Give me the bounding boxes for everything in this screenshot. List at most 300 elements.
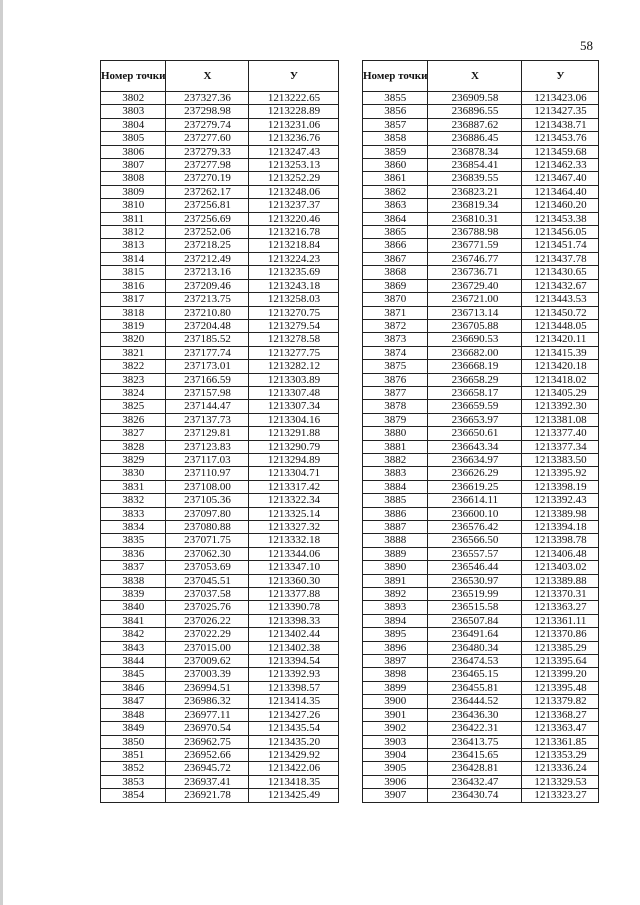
y-cell: 1213248.06 (249, 185, 339, 198)
scan-edge (0, 0, 3, 905)
table-row (101, 185, 339, 198)
point-number-cell: 3809 (101, 185, 166, 198)
x-cell: 236576.42 (428, 521, 522, 534)
y-cell: 1213435.20 (249, 735, 339, 748)
table-row (363, 319, 599, 332)
point-number-cell: 3853 (101, 775, 166, 788)
point-number-cell: 3902 (363, 722, 428, 735)
y-cell: 1213243.18 (249, 279, 339, 292)
point-number-cell: 3847 (101, 695, 166, 708)
y-cell: 1213216.78 (249, 226, 339, 239)
table-row (363, 279, 599, 292)
y-cell: 1213279.54 (249, 319, 339, 332)
point-number-cell: 3830 (101, 467, 166, 480)
table-row (101, 775, 339, 788)
y-cell: 1213392.43 (522, 494, 599, 507)
x-cell: 236658.29 (428, 373, 522, 386)
y-cell: 1213415.39 (522, 346, 599, 359)
point-number-cell: 3891 (363, 574, 428, 587)
y-cell: 1213329.53 (522, 775, 599, 788)
table-row (101, 252, 339, 265)
y-cell: 1213464.40 (522, 185, 599, 198)
y-cell: 1213418.35 (249, 775, 339, 788)
table-row (101, 641, 339, 654)
x-cell: 236566.50 (428, 534, 522, 547)
table-row (363, 386, 599, 399)
x-cell: 237105.36 (166, 494, 249, 507)
y-cell: 1213360.30 (249, 574, 339, 587)
y-cell: 1213353.29 (522, 748, 599, 761)
point-number-cell: 3889 (363, 547, 428, 560)
table-row (101, 480, 339, 493)
point-number-cell: 3887 (363, 521, 428, 534)
point-number-cell: 3881 (363, 440, 428, 453)
point-number-cell: 3873 (363, 333, 428, 346)
point-number-cell: 3876 (363, 373, 428, 386)
table-row (363, 453, 599, 466)
point-number-cell: 3822 (101, 360, 166, 373)
table-row (101, 92, 339, 105)
x-cell: 237218.25 (166, 239, 249, 252)
point-number-cell: 3833 (101, 507, 166, 520)
x-cell: 236653.97 (428, 413, 522, 426)
x-cell: 236600.10 (428, 507, 522, 520)
table-row (363, 239, 599, 252)
y-cell: 1213394.54 (249, 655, 339, 668)
y-cell: 1213237.37 (249, 199, 339, 212)
table-row (101, 762, 339, 775)
table-row (363, 775, 599, 788)
point-number-cell: 3885 (363, 494, 428, 507)
x-cell: 236626.29 (428, 467, 522, 480)
table-row (363, 480, 599, 493)
table-row (101, 547, 339, 560)
point-number-cell: 3820 (101, 333, 166, 346)
y-cell: 1213235.69 (249, 266, 339, 279)
y-cell: 1213459.68 (522, 145, 599, 158)
x-cell: 237009.62 (166, 655, 249, 668)
y-cell: 1213377.88 (249, 588, 339, 601)
y-cell: 1213218.84 (249, 239, 339, 252)
y-cell: 1213220.46 (249, 212, 339, 225)
y-cell: 1213307.34 (249, 400, 339, 413)
table-row (363, 185, 599, 198)
point-number-cell: 3874 (363, 346, 428, 359)
point-number-cell: 3810 (101, 199, 166, 212)
point-number-cell: 3865 (363, 226, 428, 239)
point-number-cell: 3860 (363, 159, 428, 172)
point-number-cell: 3802 (101, 92, 166, 105)
y-cell: 1213222.65 (249, 92, 339, 105)
x-cell: 237003.39 (166, 668, 249, 681)
y-cell: 1213423.06 (522, 92, 599, 105)
point-number-cell: 3892 (363, 588, 428, 601)
coordinates-table-left (100, 60, 339, 803)
x-cell: 236658.17 (428, 386, 522, 399)
point-number-cell: 3859 (363, 145, 428, 158)
table-row (363, 668, 599, 681)
y-cell: 1213392.30 (522, 400, 599, 413)
table-row (363, 306, 599, 319)
y-cell: 1213389.98 (522, 507, 599, 520)
point-number-cell: 3803 (101, 105, 166, 118)
table-row (101, 735, 339, 748)
x-cell: 236705.88 (428, 319, 522, 332)
x-cell: 237080.88 (166, 521, 249, 534)
point-number-cell: 3882 (363, 453, 428, 466)
y-cell: 1213456.05 (522, 226, 599, 239)
table-row (101, 373, 339, 386)
y-cell: 1213432.67 (522, 279, 599, 292)
y-cell: 1213377.34 (522, 440, 599, 453)
x-cell: 236643.34 (428, 440, 522, 453)
point-number-cell: 3845 (101, 668, 166, 681)
table-row (363, 641, 599, 654)
x-cell: 236415.65 (428, 748, 522, 761)
point-number-cell: 3840 (101, 601, 166, 614)
table-row (101, 494, 339, 507)
y-cell: 1213406.48 (522, 547, 599, 560)
table-row (363, 427, 599, 440)
table-row (363, 681, 599, 694)
y-cell: 1213420.11 (522, 333, 599, 346)
x-cell: 236413.75 (428, 735, 522, 748)
x-cell: 237177.74 (166, 346, 249, 359)
y-cell: 1213336.24 (522, 762, 599, 775)
x-cell: 237185.52 (166, 333, 249, 346)
y-cell: 1213347.10 (249, 561, 339, 574)
x-cell: 236729.40 (428, 279, 522, 292)
point-number-cell: 3817 (101, 293, 166, 306)
y-cell: 1213395.48 (522, 681, 599, 694)
table-row (101, 306, 339, 319)
table-row (101, 159, 339, 172)
point-number-cell: 3903 (363, 735, 428, 748)
x-cell: 237025.76 (166, 601, 249, 614)
x-cell: 236952.66 (166, 748, 249, 761)
table-row (363, 789, 599, 802)
y-cell: 1213398.19 (522, 480, 599, 493)
x-cell: 237037.58 (166, 588, 249, 601)
table-row (101, 172, 339, 185)
table-row (101, 132, 339, 145)
y-cell: 1213460.20 (522, 199, 599, 212)
x-cell: 236474.53 (428, 655, 522, 668)
point-number-cell: 3827 (101, 427, 166, 440)
y-cell: 1213368.27 (522, 708, 599, 721)
point-number-cell: 3831 (101, 480, 166, 493)
point-number-cell: 3888 (363, 534, 428, 547)
y-cell: 1213323.27 (522, 789, 599, 802)
y-cell: 1213317.42 (249, 480, 339, 493)
x-cell: 236507.84 (428, 614, 522, 627)
x-cell: 237212.49 (166, 252, 249, 265)
point-number-cell: 3883 (363, 467, 428, 480)
x-cell: 237252.06 (166, 226, 249, 239)
x-cell: 237129.81 (166, 427, 249, 440)
point-number-cell: 3872 (363, 319, 428, 332)
x-cell: 237210.80 (166, 306, 249, 319)
table-row (101, 467, 339, 480)
point-number-cell: 3844 (101, 655, 166, 668)
y-cell: 1213236.76 (249, 132, 339, 145)
table-row (363, 467, 599, 480)
header-point-number: Номер точки (101, 61, 166, 92)
table-row (363, 145, 599, 158)
x-cell: 237256.81 (166, 199, 249, 212)
table-row (101, 521, 339, 534)
point-number-cell: 3804 (101, 118, 166, 131)
point-number-cell: 3856 (363, 105, 428, 118)
y-cell: 1213231.06 (249, 118, 339, 131)
point-number-cell: 3839 (101, 588, 166, 601)
table-row (101, 279, 339, 292)
point-number-cell: 3815 (101, 266, 166, 279)
table-row (101, 561, 339, 574)
y-cell: 1213247.43 (249, 145, 339, 158)
point-number-cell: 3869 (363, 279, 428, 292)
table-row (101, 118, 339, 131)
x-cell: 237298.98 (166, 105, 249, 118)
x-cell: 237277.60 (166, 132, 249, 145)
y-cell: 1213405.29 (522, 386, 599, 399)
x-cell: 236668.19 (428, 360, 522, 373)
table-row (363, 547, 599, 560)
table-row (101, 601, 339, 614)
y-cell: 1213258.03 (249, 293, 339, 306)
table-row (363, 413, 599, 426)
y-cell: 1213290.79 (249, 440, 339, 453)
table-row (363, 735, 599, 748)
y-cell: 1213389.88 (522, 574, 599, 587)
point-number-cell: 3879 (363, 413, 428, 426)
table-row (363, 534, 599, 547)
x-cell: 236994.51 (166, 681, 249, 694)
y-cell: 1213443.53 (522, 293, 599, 306)
x-cell: 236455.81 (428, 681, 522, 694)
point-number-cell: 3898 (363, 668, 428, 681)
table-row (363, 762, 599, 775)
y-cell: 1213361.85 (522, 735, 599, 748)
table-row (363, 199, 599, 212)
y-cell: 1213224.23 (249, 252, 339, 265)
x-cell: 237137.73 (166, 413, 249, 426)
x-cell: 237062.30 (166, 547, 249, 560)
y-cell: 1213395.92 (522, 467, 599, 480)
x-cell: 236788.98 (428, 226, 522, 239)
point-number-cell: 3811 (101, 212, 166, 225)
x-cell: 236886.45 (428, 132, 522, 145)
point-number-cell: 3825 (101, 400, 166, 413)
point-number-cell: 3897 (363, 655, 428, 668)
point-number-cell: 3871 (363, 306, 428, 319)
table-row (101, 427, 339, 440)
x-cell: 236619.25 (428, 480, 522, 493)
y-cell: 1213394.18 (522, 521, 599, 534)
point-number-cell: 3826 (101, 413, 166, 426)
table-row (363, 118, 599, 131)
x-cell: 237213.75 (166, 293, 249, 306)
y-cell: 1213398.33 (249, 614, 339, 627)
table-row (101, 748, 339, 761)
point-number-cell: 3841 (101, 614, 166, 627)
point-number-cell: 3813 (101, 239, 166, 252)
y-cell: 1213398.78 (522, 534, 599, 547)
x-cell: 237327.36 (166, 92, 249, 105)
point-number-cell: 3880 (363, 427, 428, 440)
x-cell: 236771.59 (428, 239, 522, 252)
y-cell: 1213451.74 (522, 239, 599, 252)
x-cell: 237157.98 (166, 386, 249, 399)
x-cell: 236909.58 (428, 92, 522, 105)
y-cell: 1213377.40 (522, 427, 599, 440)
x-cell: 236819.34 (428, 199, 522, 212)
x-cell: 236430.74 (428, 789, 522, 802)
y-cell: 1213282.12 (249, 360, 339, 373)
table-row (101, 105, 339, 118)
x-cell: 236634.97 (428, 453, 522, 466)
table-row (101, 614, 339, 627)
point-number-cell: 3867 (363, 252, 428, 265)
table-row (101, 453, 339, 466)
point-number-cell: 3895 (363, 628, 428, 641)
point-number-cell: 3843 (101, 641, 166, 654)
x-cell: 236823.21 (428, 185, 522, 198)
x-cell: 237108.00 (166, 480, 249, 493)
x-cell: 236986.32 (166, 695, 249, 708)
point-number-cell: 3837 (101, 561, 166, 574)
table-row (363, 521, 599, 534)
coordinates-table-right (362, 60, 599, 803)
y-cell: 1213462.33 (522, 159, 599, 172)
point-number-cell: 3838 (101, 574, 166, 587)
x-cell: 236614.11 (428, 494, 522, 507)
y-cell: 1213252.29 (249, 172, 339, 185)
header-y: У (522, 61, 599, 92)
y-cell: 1213228.89 (249, 105, 339, 118)
y-cell: 1213427.35 (522, 105, 599, 118)
y-cell: 1213422.06 (249, 762, 339, 775)
point-number-cell: 3890 (363, 561, 428, 574)
point-number-cell: 3821 (101, 346, 166, 359)
header-x: X (428, 61, 522, 92)
y-cell: 1213327.32 (249, 521, 339, 534)
x-cell: 236432.47 (428, 775, 522, 788)
point-number-cell: 3852 (101, 762, 166, 775)
y-cell: 1213370.31 (522, 588, 599, 601)
table-row (101, 346, 339, 359)
x-cell: 236444.52 (428, 695, 522, 708)
header-x: X (166, 61, 249, 92)
point-number-cell: 3857 (363, 118, 428, 131)
x-cell: 236878.34 (428, 145, 522, 158)
x-cell: 237045.51 (166, 574, 249, 587)
y-cell: 1213379.82 (522, 695, 599, 708)
table-row (363, 132, 599, 145)
x-cell: 237015.00 (166, 641, 249, 654)
table-row (101, 333, 339, 346)
y-cell: 1213398.57 (249, 681, 339, 694)
y-cell: 1213453.76 (522, 132, 599, 145)
point-number-cell: 3906 (363, 775, 428, 788)
y-cell: 1213332.18 (249, 534, 339, 547)
table-row (363, 172, 599, 185)
x-cell: 236962.75 (166, 735, 249, 748)
x-cell: 237026.22 (166, 614, 249, 627)
y-cell: 1213403.02 (522, 561, 599, 574)
x-cell: 237071.75 (166, 534, 249, 547)
y-cell: 1213370.86 (522, 628, 599, 641)
table-row (101, 360, 339, 373)
y-cell: 1213277.75 (249, 346, 339, 359)
x-cell: 236810.31 (428, 212, 522, 225)
table-row (363, 574, 599, 587)
x-cell: 236491.64 (428, 628, 522, 641)
x-cell: 237204.48 (166, 319, 249, 332)
x-cell: 237123.83 (166, 440, 249, 453)
x-cell: 237053.69 (166, 561, 249, 574)
point-number-cell: 3805 (101, 132, 166, 145)
point-number-cell: 3875 (363, 360, 428, 373)
x-cell: 237117.03 (166, 453, 249, 466)
x-cell: 236970.54 (166, 722, 249, 735)
y-cell: 1213385.29 (522, 641, 599, 654)
y-cell: 1213448.05 (522, 319, 599, 332)
y-cell: 1213278.58 (249, 333, 339, 346)
point-number-cell: 3835 (101, 534, 166, 547)
table-row (101, 681, 339, 694)
y-cell: 1213363.47 (522, 722, 599, 735)
x-cell: 236422.31 (428, 722, 522, 735)
table-row (101, 722, 339, 735)
point-number-cell: 3854 (101, 789, 166, 802)
table-row (101, 199, 339, 212)
x-cell: 236436.30 (428, 708, 522, 721)
table-row (101, 400, 339, 413)
table-row (363, 695, 599, 708)
point-number-cell: 3819 (101, 319, 166, 332)
table-row (101, 145, 339, 158)
x-cell: 237256.69 (166, 212, 249, 225)
point-number-cell: 3816 (101, 279, 166, 292)
y-cell: 1213304.16 (249, 413, 339, 426)
y-cell: 1213291.88 (249, 427, 339, 440)
table-row (101, 212, 339, 225)
x-cell: 237144.47 (166, 400, 249, 413)
point-number-cell: 3814 (101, 252, 166, 265)
x-cell: 237277.98 (166, 159, 249, 172)
y-cell: 1213438.71 (522, 118, 599, 131)
point-number-cell: 3846 (101, 681, 166, 694)
table-row (363, 494, 599, 507)
x-cell: 237209.46 (166, 279, 249, 292)
table-row (101, 226, 339, 239)
y-cell: 1213270.75 (249, 306, 339, 319)
y-cell: 1213344.06 (249, 547, 339, 560)
point-number-cell: 3863 (363, 199, 428, 212)
point-number-cell: 3829 (101, 453, 166, 466)
point-number-cell: 3850 (101, 735, 166, 748)
table-row (101, 695, 339, 708)
y-cell: 1213304.71 (249, 467, 339, 480)
y-cell: 1213420.18 (522, 360, 599, 373)
table-row (101, 413, 339, 426)
table-header-row (101, 61, 339, 92)
table-row (363, 105, 599, 118)
table-row (363, 655, 599, 668)
x-cell: 236557.57 (428, 547, 522, 560)
y-cell: 1213294.89 (249, 453, 339, 466)
